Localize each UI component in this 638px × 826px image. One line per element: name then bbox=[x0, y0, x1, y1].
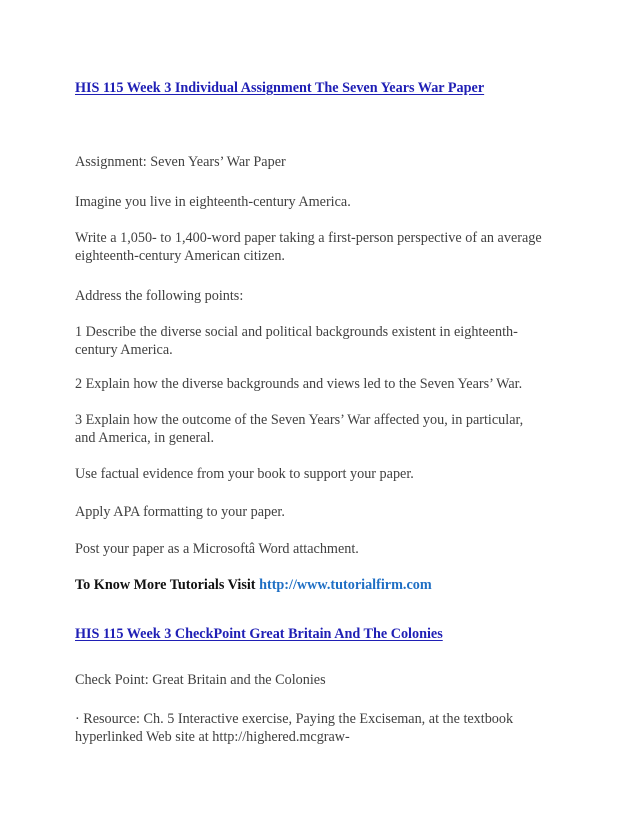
imagine-text: Imagine you live in eighteenth-century America. bbox=[75, 194, 351, 210]
write-instruction-line-2: eighteenth-century American citizen. bbox=[75, 248, 285, 264]
more-tutorials-label: To Know More Tutorials Visit bbox=[75, 577, 260, 593]
more-tutorials-line bbox=[75, 575, 432, 595]
point-3-line-1: 3 Explain how the outcome of the Seven Years’ War affected you, in particular, bbox=[75, 412, 524, 428]
point-1-line-1: 1 Describe the diverse social and political backgrounds existent in eighteenth- bbox=[75, 324, 518, 340]
heading-checkpoint-link[interactable]: HIS 115 Week 3 CheckPoint Great Britain And The Colonies bbox=[75, 626, 443, 642]
apa-formatting-text: Apply APA formatting to your paper. bbox=[75, 504, 285, 520]
write-instruction-line-1: Write a 1,050- to 1,400-word paper taking a first-person perspective of an average bbox=[75, 230, 542, 246]
point-2: 2 Explain how the diverse backgrounds and views led to the Seven Years’ War. bbox=[75, 376, 523, 392]
post-paper-text: Post your paper as a Microsoftâ Word attachment. bbox=[75, 541, 359, 557]
resource-line-1: · Resource: Ch. 5 Interactive exercise, Paying the Exciseman, at the textbook bbox=[75, 711, 514, 727]
heading-seven-years-war-paper-link[interactable]: HIS 115 Week 3 Individual Assignment The Seven Years War Paper bbox=[75, 80, 485, 96]
address-points-text: Address the following points: bbox=[75, 288, 244, 304]
point-3-line-2: and America, in general. bbox=[75, 430, 215, 446]
factual-evidence-text: Use factual evidence from your book to support your paper. bbox=[75, 466, 414, 482]
resource-line-2: hyperlinked Web site at http://highered.mcgraw- bbox=[75, 729, 350, 745]
assignment-title: Assignment: Seven Years’ War Paper bbox=[75, 154, 286, 170]
point-1-line-2: century America. bbox=[75, 342, 173, 358]
checkpoint-title: Check Point: Great Britain and the Colonies bbox=[75, 672, 326, 688]
tutorialfirm-url-link[interactable]: http://www.tutorialfirm.com bbox=[259, 577, 432, 593]
